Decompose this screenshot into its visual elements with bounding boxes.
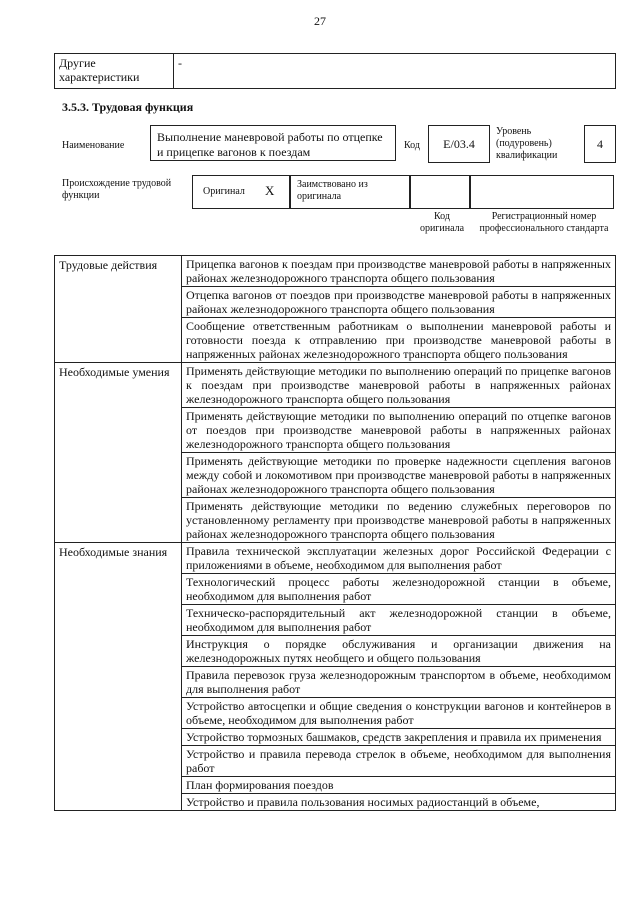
list-item: Правила перевозок груза железнодорожным транспортом в объеме, необходимом для выполнения работ <box>182 667 616 698</box>
list-item: Отцепка вагонов от поездов при производстве маневровой работы в напряженных районах железнодорожного транспорта общего пользования <box>182 287 616 318</box>
list-item: Технологический процесс работы железнодорожной станции в объеме, необходимом для выполнения работ <box>182 574 616 605</box>
section-title: 3.5.3. Трудовая функция <box>62 100 194 114</box>
list-item: Прицепка вагонов к поездам при производстве маневровой работы в напряженных районах железнодорожного транспорта общего пользования <box>182 256 616 287</box>
list-item: Устройство и правила пользования носимых радиостанций в объеме, <box>182 794 616 811</box>
code-label: Код <box>404 140 420 151</box>
original-mark: X <box>265 183 275 198</box>
table-row <box>55 363 616 408</box>
labor-actions-category: Трудовые действия <box>55 256 182 363</box>
table-row <box>55 543 616 574</box>
original-cell <box>192 175 290 209</box>
page-number: 27 <box>314 14 326 28</box>
list-item: Техническо-распорядительный акт железнодорожной станции в объеме, необходимом для выполнения работ <box>182 605 616 636</box>
borrowed-cell: Заимствовано из оригинала <box>290 175 410 209</box>
list-item: План формирования поездов <box>182 777 616 794</box>
function-name: Выполнение маневровой работы по отцепке и прицепке вагонов к поездам <box>150 125 396 161</box>
list-item: Устройство и правила перевода стрелок в объеме, необходимом для выполнения работ <box>182 746 616 777</box>
list-item: Применять действующие методики по ведению служебных переговоров по установленному регламенту при производстве маневровой работы в напряженных районах железнодорожного транспорта общего пользования <box>182 498 616 543</box>
original-label: Оригинал <box>203 186 245 197</box>
list-item: Инструкция о порядке обслуживания и организации движения на железнодорожных путях необщего и общего пользования <box>182 636 616 667</box>
code-original-label: Код оригинала <box>419 211 465 234</box>
list-item: Сообщение ответственным работникам о выполнении маневровой работы и готовности поезда к отправлению при производстве маневровой работы в напряженных районах железнодорожного транспорта общего пользования <box>182 318 616 363</box>
required-skills-category: Необходимые умения <box>55 363 182 543</box>
list-item: Применять действующие методики по выполнению операций по отцепке вагонов от поездов при производстве маневровой работы в напряженных районах железнодорожного транспорта общего пользования <box>182 408 616 453</box>
labor-function-table <box>54 255 616 811</box>
qualification-level-value: 4 <box>584 125 616 163</box>
name-label: Наименование <box>62 140 125 151</box>
table-row <box>55 256 616 287</box>
list-item: Устройство тормозных башмаков, средств закрепления и правила их применения <box>182 729 616 746</box>
qualification-level-label: Уровень (подуровень) квалификации <box>496 126 558 161</box>
reg-number-cell <box>470 175 614 209</box>
code-original-cell <box>410 175 470 209</box>
function-code: E/03.4 <box>428 125 490 163</box>
reg-number-label: Регистрационный номер профессионального стандарта <box>479 211 609 234</box>
origin-label: Происхождение трудовой функции <box>62 178 172 201</box>
other-characteristics-table <box>54 53 616 89</box>
other-characteristics-value: - <box>174 54 616 89</box>
list-item: Применять действующие методики по выполнению операций по прицепке вагонов к поездам при производстве маневровой работы в напряженных районах железнодорожного транспорта общего пользования <box>182 363 616 408</box>
list-item: Устройство автосцепки и общие сведения о конструкции вагонов и контейнеров в объеме, необходимом для выполнения работ <box>182 698 616 729</box>
list-item: Правила технической эксплуатации железных дорог Российской Федерации с приложениями в объеме, необходимом для выполнения работ <box>182 543 616 574</box>
other-characteristics-label: Другие характеристики <box>55 54 174 89</box>
list-item: Применять действующие методики по проверке надежности сцепления вагонов между собой и локомотивом при производстве маневровой работы в напряженных районах железнодорожного транспорта общего пользования <box>182 453 616 498</box>
required-knowledge-category: Необходимые знания <box>55 543 182 811</box>
